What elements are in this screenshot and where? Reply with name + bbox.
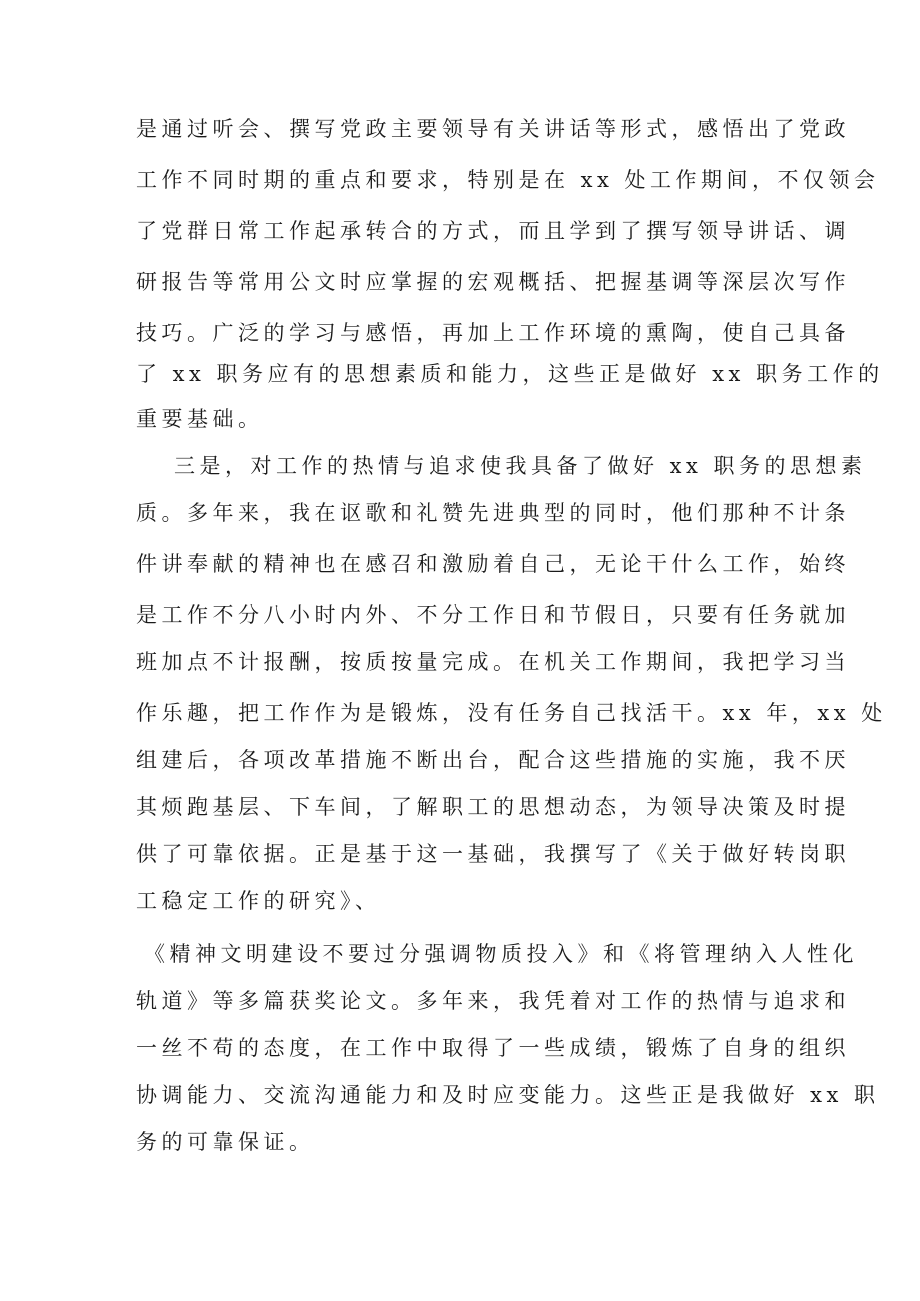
paragraph-1-line-6: 了 xx 职务应有的思想素质和能力，这些正是做好 xx 职务工作的 (136, 362, 884, 386)
paragraph-2-line-5: 班加点不计报酬，按质按量完成。在机关工作期间，我把学习当 (136, 650, 850, 674)
paragraph-2-line-10: 工稳定工作的研究》、 (136, 889, 381, 913)
paragraph-1-line-1: 是通过听会、撰写党政主要领导有关讲话等形式，感悟出了党政 (136, 117, 850, 141)
paragraph-2-line-8: 其烦跑基层、下车间，了解职工的思想动态，为领导决策及时提 (136, 795, 850, 819)
paragraph-1-line-3: 了党群日常工作起承转合的方式，而且学到了撰写领导讲话、调 (136, 219, 850, 243)
paragraph-2-line-6: 作乐趣，把工作作为是锻炼，没有任务自己找活干。xx 年，xx 处 (136, 701, 887, 725)
paragraph-1-line-5: 技巧。广泛的学习与感悟，再加上工作环境的熏陶，使自己具备 (136, 321, 850, 345)
paragraph-2-line-2: 质。多年来，我在讴歌和礼赞先进典型的同时，他们那种不计条 (136, 501, 850, 525)
paragraph-1-line-2: 工作不同时期的重点和要求，特别是在 xx 处工作期间，不仅领会 (136, 168, 880, 192)
paragraph-2-line-7: 组建后，各项改革措施不断出台，配合这些措施的实施，我不厌 (136, 748, 850, 772)
paragraph-2-line-3: 件讲奉献的精神也在感召和激励着自己，无论干什么工作，始终 (136, 552, 850, 576)
paragraph-3-line-5: 务的可靠保证。 (136, 1130, 315, 1154)
paragraph-2-line-1: 三是，对工作的热情与追求使我具备了做好 xx 职务的思想素 (174, 454, 867, 478)
paragraph-3-line-1: 《精神文明建设不要过分强调物质投入》和《将管理纳入人性化 (144, 942, 858, 966)
paragraph-1-line-4: 研报告等常用公文时应掌握的宏观概括、把握基调等深层次写作 (136, 270, 850, 294)
paragraph-3-line-2: 轨道》等多篇获奖论文。多年来，我凭着对工作的热情与追求和 (136, 989, 850, 1013)
paragraph-3-line-3: 一丝不苟的态度，在工作中取得了一些成绩，锻炼了自身的组织 (136, 1036, 850, 1060)
paragraph-1-line-7: 重要基础。 (136, 407, 264, 431)
paragraph-2-line-4: 是工作不分八小时内外、不分工作日和节假日，只要有任务就加 (136, 603, 850, 627)
paragraph-2-line-9: 供了可靠依据。正是基于这一基础，我撰写了《关于做好转岗职 (136, 842, 850, 866)
paragraph-3-line-4: 协调能力、交流沟通能力和及时应变能力。这些正是我做好 xx 职 (136, 1083, 880, 1107)
